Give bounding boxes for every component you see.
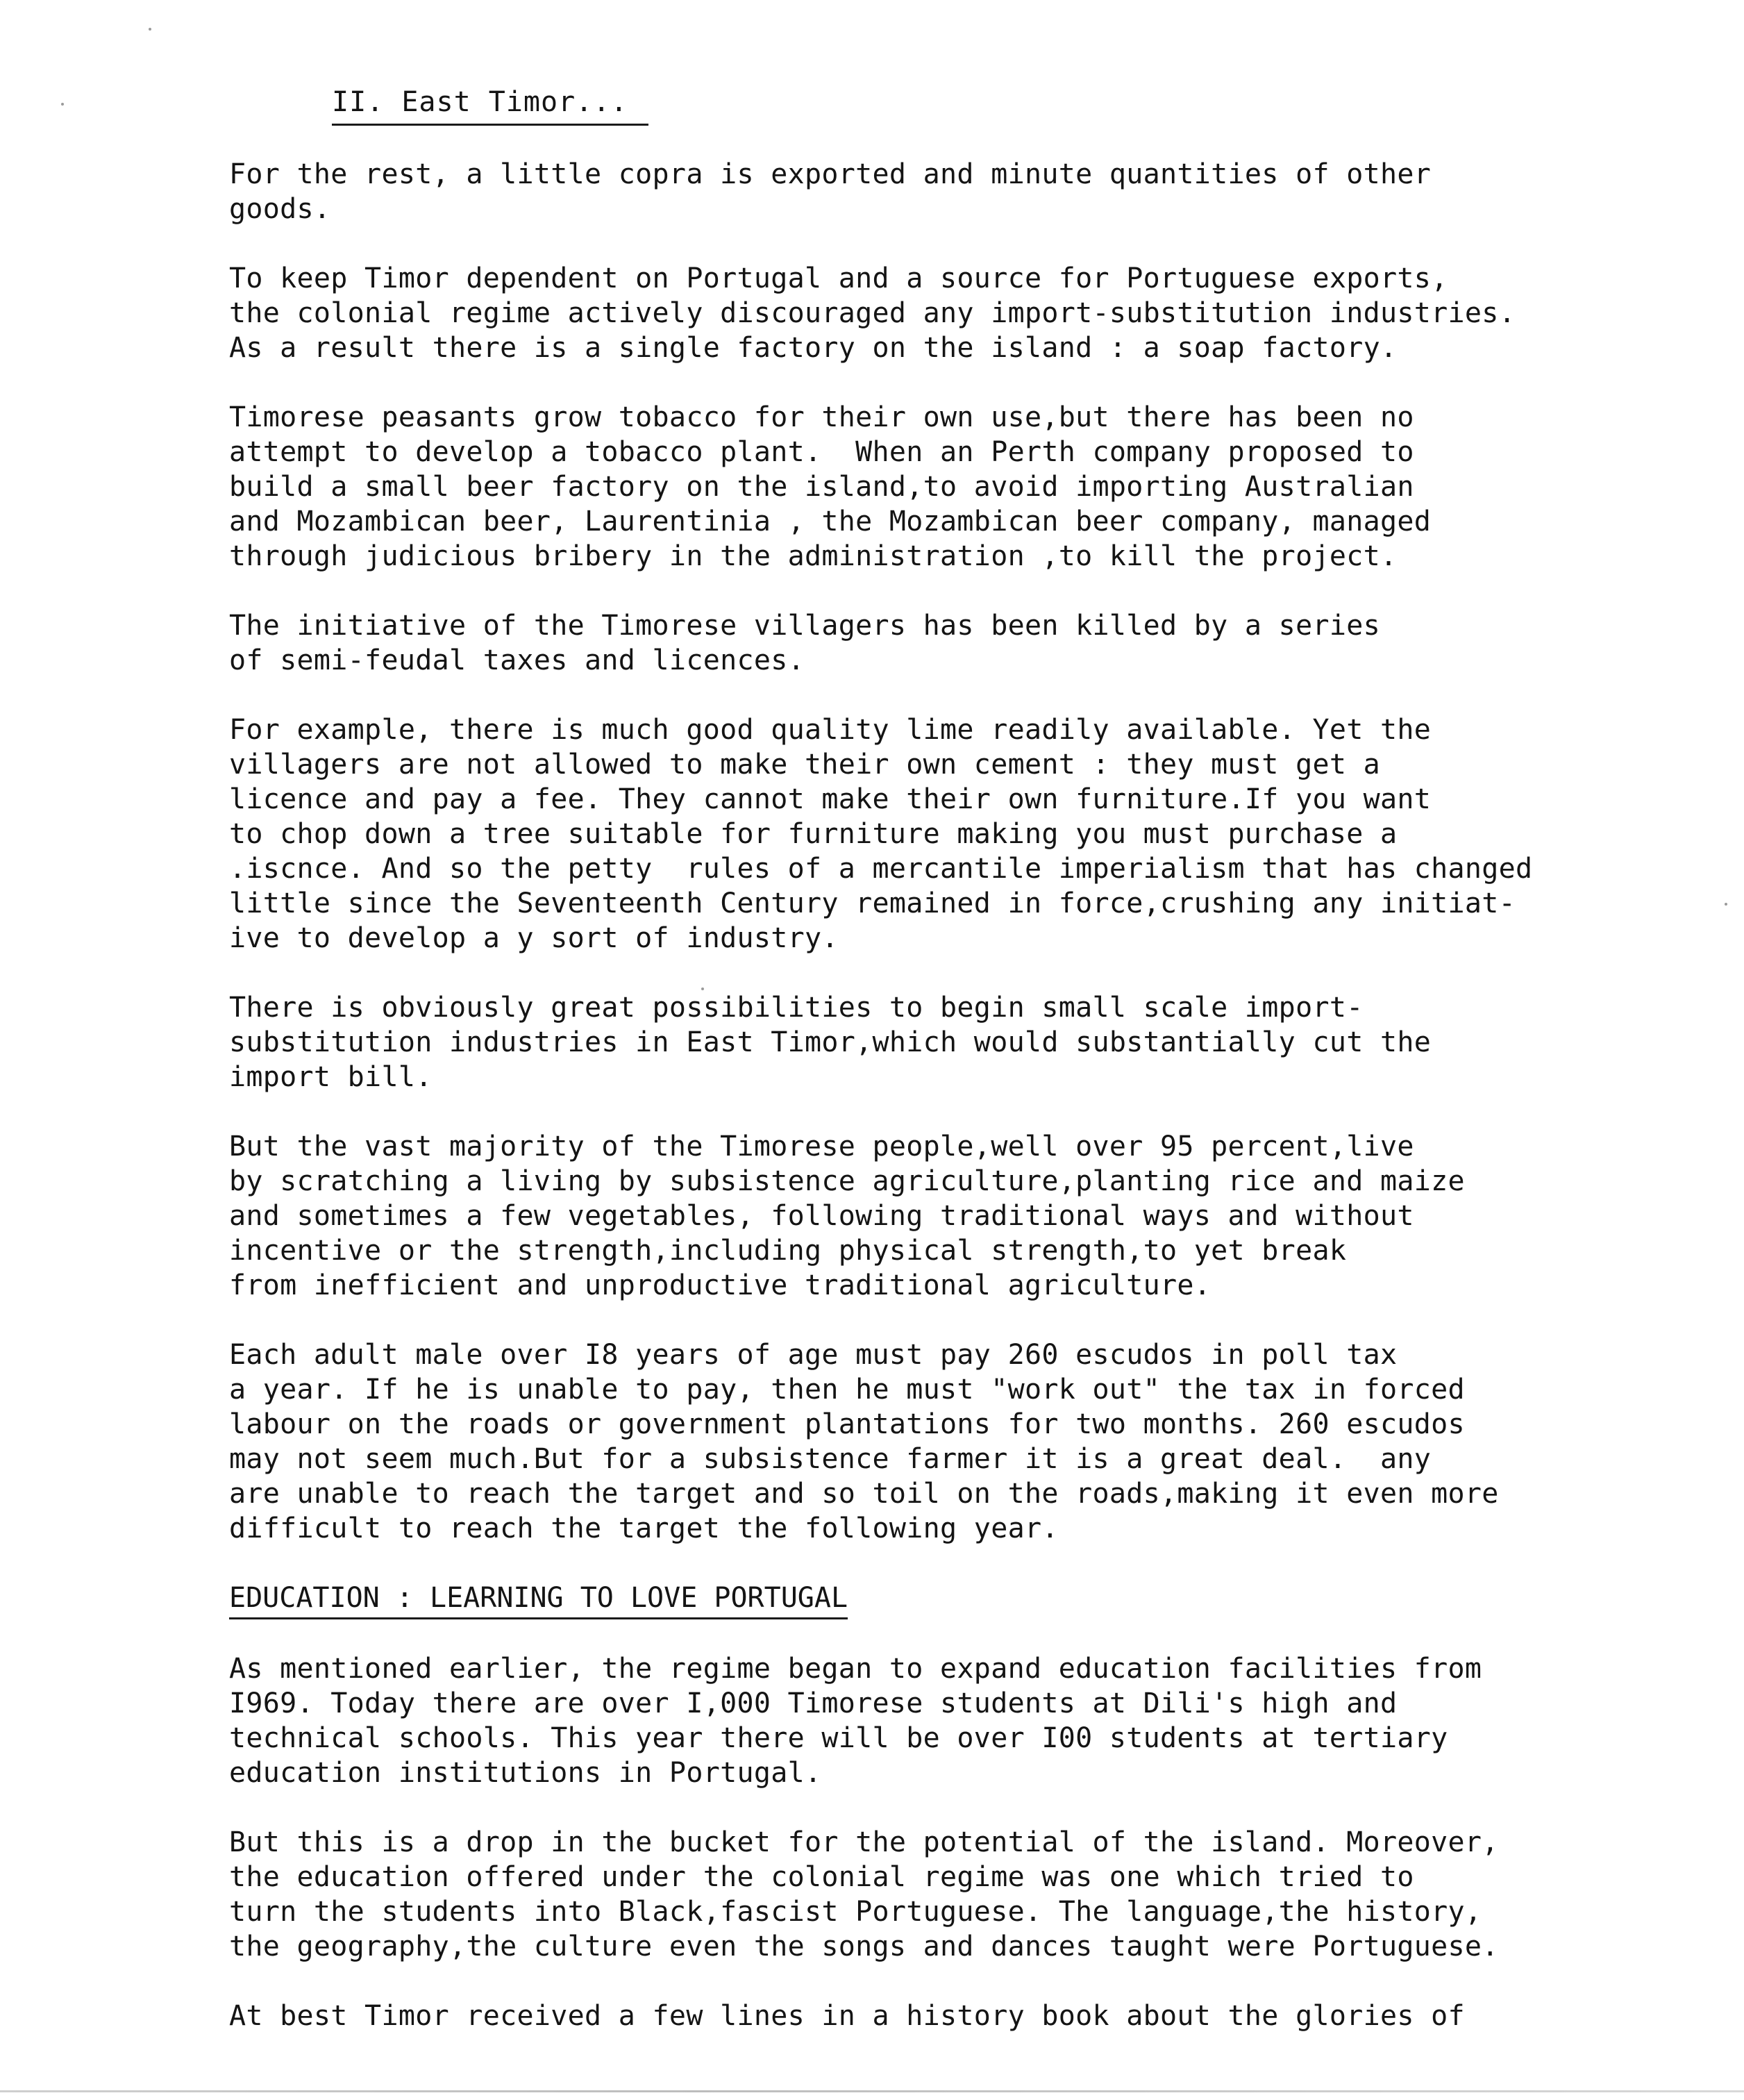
text-line: villagers are not allowed to make their own cement : they must get a	[229, 749, 1380, 781]
text-line: from inefficient and unproductive traditional agriculture.	[229, 1269, 1211, 1301]
text-line: As mentioned earlier, the regime began to expand education facilities from	[229, 1653, 1482, 1685]
text-line: labour on the roads or government plantations for two months. 260 escudos	[229, 1408, 1465, 1440]
paragraph	[229, 990, 1618, 1094]
text-line: education institutions in Portugal.	[229, 1757, 822, 1789]
text-line: a year. If he is unable to pay, then he must "work out" the tax in forced	[229, 1374, 1465, 1406]
text-line: by scratching a living by subsistence agriculture,planting rice and maize	[229, 1165, 1465, 1197]
paragraph	[229, 1651, 1618, 1790]
paragraph	[229, 157, 1618, 226]
text-line: substitution industries in East Timor,which would substantially cut the	[229, 1026, 1432, 1058]
text-line: I969. Today there are over I,000 Timorese students at Dili's high and	[229, 1688, 1398, 1719]
text-line: incentive or the strength,including physical strength,to yet break	[229, 1235, 1347, 1267]
paragraph	[229, 712, 1618, 956]
text-line: little since the Seventeenth Century remained in force,crushing any initiat-	[229, 888, 1516, 919]
text-line: difficult to reach the target the following year.	[229, 1512, 1059, 1544]
scan-edge-line	[0, 2090, 1744, 2092]
body-text	[229, 157, 1618, 2068]
text-line: Each adult male over I8 years of age must pay 260 escudos in poll tax	[229, 1339, 1398, 1371]
paragraph	[229, 1999, 1618, 2033]
text-line: attempt to develop a tobacco plant. When an Perth company proposed to	[229, 436, 1414, 468]
text-line: But the vast majority of the Timorese people,well over 95 percent,live	[229, 1131, 1414, 1162]
page-header: II. East Timor...	[332, 85, 648, 126]
text-line: There is obviously great possibilities to begin small scale import-	[229, 992, 1364, 1024]
text-line: the geography,the culture even the songs and dances taught were Portuguese.	[229, 1931, 1499, 1962]
text-line: the education offered under the colonial regime was one which tried to	[229, 1861, 1414, 1893]
text-line: through judicious bribery in the administration ,to kill the project.	[229, 540, 1398, 572]
text-line: are unable to reach the target and so toil on the roads,making it even more	[229, 1478, 1499, 1510]
text-line: build a small beer factory on the island,to avoid importing Australian	[229, 471, 1414, 503]
scan-speck	[701, 988, 704, 990]
text-line: and Mozambican beer, Laurentinia , the Mozambican beer company, managed	[229, 506, 1432, 538]
text-line: technical schools. This year there will be over I00 students at tertiary	[229, 1722, 1448, 1754]
text-line: goods.	[229, 193, 331, 225]
paragraph	[229, 1129, 1618, 1303]
text-line: may not seem much.But for a subsistence farmer it is a great deal. any	[229, 1443, 1432, 1475]
section-heading: EDUCATION : LEARNING TO LOVE PORTUGAL	[229, 1581, 848, 1619]
scan-speck	[61, 103, 64, 106]
text-line: import bill.	[229, 1061, 433, 1093]
scan-speck	[1725, 903, 1727, 906]
text-line: turn the students into Black,fascist Portuguese. The language,the history,	[229, 1896, 1482, 1928]
paragraph	[229, 400, 1618, 574]
text-line: and sometimes a few vegetables, following traditional ways and without	[229, 1200, 1414, 1232]
text-line: As a result there is a single factory on the island : a soap factory.	[229, 332, 1398, 364]
text-line: For example, there is much good quality lime readily available. Yet the	[229, 714, 1432, 746]
text-line: ive to develop a y sort of industry.	[229, 922, 839, 954]
text-line: of semi-feudal taxes and licences.	[229, 644, 805, 676]
text-line: the colonial regime actively discouraged any import-substitution industries.	[229, 297, 1516, 329]
text-line: .iscnce. And so the petty rules of a mercantile imperialism that has changed	[229, 853, 1533, 885]
text-line: But this is a drop in the bucket for the potential of the island. Moreover,	[229, 1826, 1499, 1858]
text-line: Timorese peasants grow tobacco for their own use,but there has been no	[229, 401, 1414, 433]
text-line: At best Timor received a few lines in a history book about the glories of	[229, 2000, 1465, 2032]
scan-speck	[149, 28, 151, 31]
text-line: The initiative of the Timorese villagers has been killed by a series	[229, 610, 1380, 642]
text-line: to chop down a tree suitable for furniture making you must purchase a	[229, 818, 1398, 850]
paragraph	[229, 1338, 1618, 1546]
text-line: For the rest, a little copra is exported and minute quantities of other	[229, 158, 1432, 190]
paragraph	[229, 1825, 1618, 1964]
text-line: To keep Timor dependent on Portugal and a source for Portuguese exports,	[229, 262, 1448, 294]
paragraph	[229, 608, 1618, 678]
paragraph	[229, 261, 1618, 365]
text-line: licence and pay a fee. They cannot make their own furniture.If you want	[229, 783, 1432, 815]
